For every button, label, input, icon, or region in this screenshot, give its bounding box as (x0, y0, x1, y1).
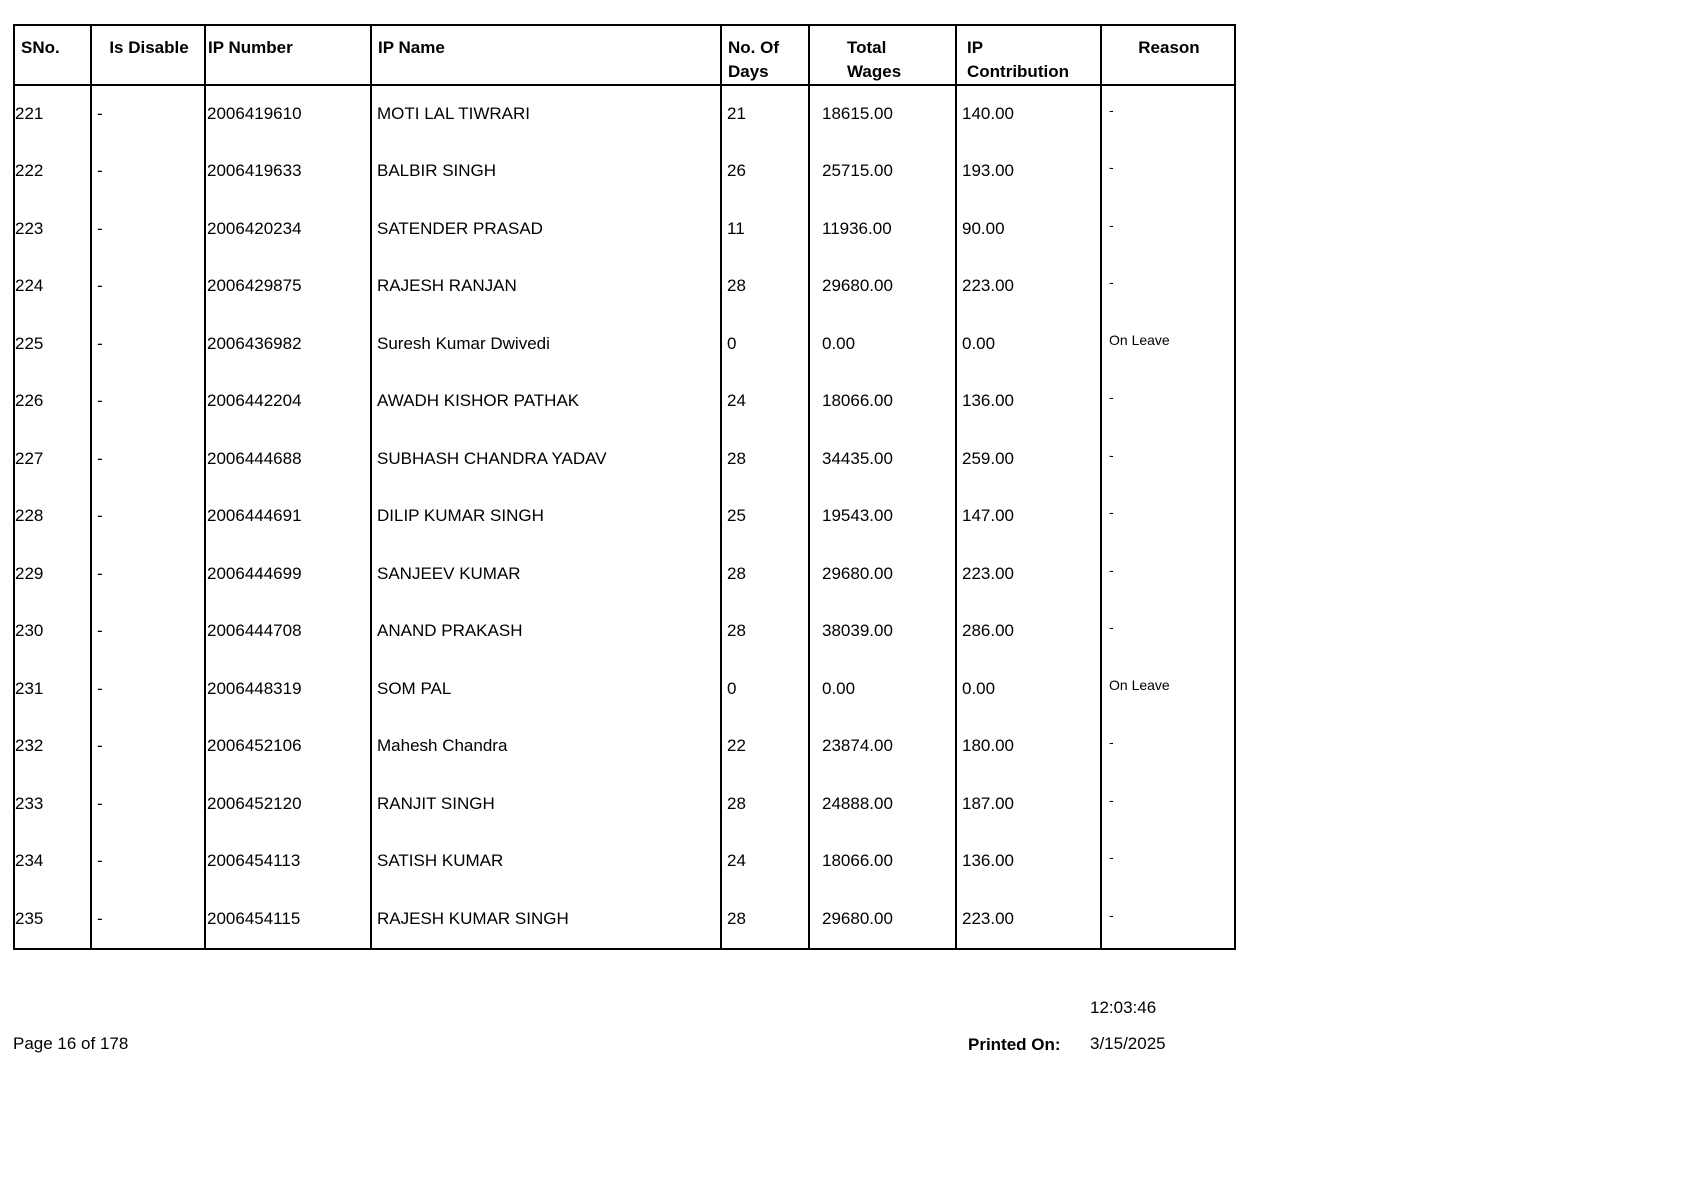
cell-ip-name (371, 430, 721, 488)
cell-ip-name (371, 890, 721, 949)
table-row (14, 373, 1235, 431)
cell-is-disable-text: - (97, 333, 103, 353)
cell-ip-number-text: 2006444688 (207, 448, 302, 468)
cell-ip-contribution-text: 136.00 (962, 851, 1014, 871)
cell-ip-number (205, 315, 371, 373)
cell-ip-number-text: 2006429875 (207, 276, 302, 296)
cell-total-wages-text: 0.00 (822, 678, 856, 698)
cell-days (721, 315, 809, 373)
cell-sno-text: 234 (15, 851, 44, 871)
cell-ip-number-text: 2006419633 (207, 161, 302, 181)
cell-ip-name-text: Mahesh Chandra (377, 736, 508, 756)
cell-days-text: 11 (727, 218, 745, 238)
cell-days (721, 718, 809, 776)
header-sno-label: SNo. (21, 38, 60, 57)
table-row (14, 660, 1235, 718)
cell-total-wages-text: 11936.00 (822, 218, 892, 238)
cell-reason-text: - (1109, 159, 1114, 176)
cell-reason-text: - (1109, 446, 1114, 463)
header-ip-name (371, 25, 721, 85)
cell-days-text: 25 (727, 506, 746, 526)
cell-ip-name-text: RAJESH KUMAR SINGH (377, 909, 569, 928)
cell-is-disable (91, 430, 205, 488)
cell-sno-text: 226 (15, 391, 44, 411)
cell-reason (1101, 890, 1235, 949)
cell-days (721, 430, 809, 488)
cell-ip-name-text: RANJIT SINGH (377, 793, 495, 813)
cell-reason-text: - (1109, 274, 1114, 291)
cell-total-wages-text: 25715.00 (822, 161, 893, 181)
cell-sno (14, 373, 91, 431)
cell-ip-contribution (956, 890, 1101, 949)
cell-sno (14, 775, 91, 833)
header-sno (14, 25, 91, 85)
cell-days-text: 28 (727, 276, 746, 296)
cell-reason (1101, 258, 1235, 316)
cell-sno (14, 200, 91, 258)
cell-is-disable-text: - (97, 563, 103, 583)
header-contrib-line2: Contribution (967, 62, 1069, 81)
cell-ip-name-text: SUBHASH CHANDRA YADAV (377, 448, 607, 468)
cell-ip-name-text: SATENDER PRASAD (377, 218, 543, 238)
cell-days-text: 28 (727, 448, 746, 468)
cell-is-disable-text: - (97, 218, 103, 238)
cell-is-disable-text: - (97, 161, 103, 181)
cell-ip-contribution-text: 0.00 (962, 333, 996, 353)
table-row (14, 85, 1235, 143)
cell-is-disable (91, 833, 205, 891)
cell-reason (1101, 545, 1235, 603)
cell-ip-name-text: Suresh Kumar Dwivedi (377, 333, 550, 353)
cell-sno-text: 232 (15, 736, 44, 756)
cell-ip-name (371, 200, 721, 258)
cell-sno-text: 231 (15, 678, 44, 698)
cell-ip-name (371, 660, 721, 718)
header-reason-label: Reason (1138, 38, 1200, 57)
cell-total-wages (809, 890, 956, 949)
cell-ip-number-text: 2006444708 (207, 621, 302, 641)
cell-ip-name-text: AWADH KISHOR PATHAK (377, 391, 580, 411)
table-row (14, 775, 1235, 833)
header-days (721, 25, 809, 85)
cell-sno (14, 545, 91, 603)
cell-reason-text: - (1109, 734, 1114, 751)
cell-sno (14, 85, 91, 143)
cell-reason-text: - (1109, 849, 1114, 866)
cell-ip-contribution (956, 200, 1101, 258)
cell-reason (1101, 488, 1235, 546)
cell-ip-number (205, 430, 371, 488)
cell-sno (14, 718, 91, 776)
cell-is-disable-text: - (97, 793, 103, 813)
cell-ip-name-text: SOM PAL (377, 678, 452, 698)
cell-days (721, 890, 809, 949)
header-total-wages (809, 25, 956, 85)
cell-ip-contribution-text: 0.00 (962, 678, 996, 698)
cell-sno (14, 890, 91, 949)
cell-ip-number (205, 890, 371, 949)
cell-is-disable (91, 718, 205, 776)
header-ip-number (205, 25, 371, 85)
cell-sno-text: 223 (15, 218, 44, 238)
cell-reason (1101, 603, 1235, 661)
cell-reason-text: - (1109, 907, 1114, 923)
cell-ip-number-text: 2006419610 (207, 104, 302, 124)
cell-sno-text: 230 (15, 621, 44, 641)
cell-ip-number (205, 373, 371, 431)
cell-total-wages-text: 29680.00 (822, 563, 893, 583)
cell-reason (1101, 718, 1235, 776)
cell-ip-name-text: ANAND PRAKASH (377, 621, 523, 641)
page-number: Page 16 of 178 (13, 1034, 129, 1053)
cell-sno-text: 227 (15, 448, 44, 468)
cell-total-wages-text: 38039.00 (822, 621, 893, 641)
cell-total-wages-text: 23874.00 (822, 736, 893, 756)
cell-ip-number-text: 2006444699 (207, 563, 302, 583)
cell-days-text: 28 (727, 563, 746, 583)
table-row (14, 315, 1235, 373)
cell-ip-contribution (956, 430, 1101, 488)
cell-sno-text: 229 (15, 563, 44, 583)
cell-ip-contribution-text: 147.00 (962, 506, 1014, 526)
cell-ip-contribution (956, 603, 1101, 661)
cell-is-disable (91, 775, 205, 833)
cell-ip-name (371, 775, 721, 833)
header-wages-line1: Total (847, 38, 887, 57)
cell-ip-contribution-text: 180.00 (962, 736, 1014, 756)
cell-days-text: 21 (727, 104, 746, 124)
table-row (14, 833, 1235, 891)
header-is-disable-label: Is Disable (109, 38, 189, 57)
cell-days-text: 28 (727, 909, 746, 928)
cell-is-disable-text: - (97, 448, 103, 468)
cell-days-text: 22 (727, 736, 746, 756)
cell-ip-number (205, 258, 371, 316)
cell-sno (14, 833, 91, 891)
header-contrib-line1: IP (967, 38, 984, 57)
cell-total-wages (809, 258, 956, 316)
cell-days (721, 603, 809, 661)
cell-ip-name (371, 545, 721, 603)
print-time: 12:03:46 (1090, 998, 1157, 1017)
cell-ip-contribution (956, 258, 1101, 316)
cell-ip-number-text: 2006448319 (207, 678, 302, 698)
cell-days (721, 258, 809, 316)
cell-reason-text: - (1109, 216, 1114, 233)
cell-total-wages-text: 0.00 (822, 333, 856, 353)
cell-is-disable-text: - (97, 909, 103, 928)
cell-sno (14, 143, 91, 201)
cell-total-wages (809, 833, 956, 891)
cell-reason-text: - (1109, 619, 1114, 636)
cell-reason-text: On Leave (1109, 676, 1170, 693)
cell-ip-name-text: MOTI LAL TIWRARI (377, 104, 531, 124)
cell-ip-number-text: 2006420234 (207, 218, 302, 238)
table-body (14, 85, 1235, 949)
cell-ip-name (371, 488, 721, 546)
cell-ip-name (371, 258, 721, 316)
header-ip-number-label: IP Number (208, 38, 293, 57)
cell-ip-contribution (956, 775, 1101, 833)
cell-sno (14, 603, 91, 661)
cell-is-disable-text: - (97, 851, 103, 871)
cell-total-wages (809, 430, 956, 488)
header-reason (1101, 25, 1235, 85)
cell-reason (1101, 315, 1235, 373)
cell-sno-text: 222 (15, 161, 44, 181)
cell-ip-number-text: 2006454115 (207, 909, 301, 928)
cell-ip-name (371, 603, 721, 661)
cell-ip-contribution-text: 259.00 (962, 448, 1014, 468)
cell-ip-number (205, 143, 371, 201)
cell-is-disable (91, 890, 205, 949)
cell-days (721, 200, 809, 258)
cell-total-wages (809, 545, 956, 603)
cell-reason (1101, 200, 1235, 258)
cell-total-wages (809, 315, 956, 373)
cell-total-wages-text: 34435.00 (822, 448, 893, 468)
cell-reason-text: - (1109, 504, 1114, 521)
cell-days (721, 833, 809, 891)
cell-total-wages-text: 18615.00 (822, 104, 893, 124)
cell-ip-name (371, 143, 721, 201)
cell-days (721, 775, 809, 833)
cell-is-disable (91, 660, 205, 718)
cell-ip-number-text: 2006452120 (207, 793, 302, 813)
cell-ip-name-text: DILIP KUMAR SINGH (377, 506, 544, 526)
cell-days-text: 28 (727, 621, 746, 641)
cell-ip-number-text: 2006454113 (207, 851, 301, 871)
cell-is-disable (91, 315, 205, 373)
cell-sno (14, 660, 91, 718)
cell-ip-name-text: RAJESH RANJAN (377, 276, 517, 296)
table-row (14, 545, 1235, 603)
cell-ip-contribution (956, 833, 1101, 891)
cell-ip-contribution (956, 315, 1101, 373)
cell-is-disable (91, 488, 205, 546)
cell-ip-contribution (956, 143, 1101, 201)
table-row (14, 603, 1235, 661)
cell-sno-text: 228 (15, 506, 44, 526)
cell-ip-contribution (956, 660, 1101, 718)
cell-ip-name-text: BALBIR SINGH (377, 161, 497, 181)
cell-total-wages (809, 603, 956, 661)
cell-reason (1101, 373, 1235, 431)
cell-ip-contribution (956, 545, 1101, 603)
cell-ip-number (205, 603, 371, 661)
cell-sno-text: 221 (15, 104, 44, 124)
cell-ip-number-text: 2006442204 (207, 391, 302, 411)
cell-days-text: 28 (727, 793, 746, 813)
header-is-disable (91, 25, 205, 85)
cell-days-text: 24 (727, 391, 746, 411)
cell-reason (1101, 430, 1235, 488)
cell-days-text: 0 (727, 678, 737, 698)
cell-total-wages-text: 18066.00 (822, 851, 893, 871)
cell-is-disable (91, 258, 205, 316)
cell-total-wages (809, 143, 956, 201)
cell-ip-number (205, 545, 371, 603)
table-row (14, 143, 1235, 201)
cell-ip-name-text: SANJEEV KUMAR (377, 563, 521, 583)
cell-is-disable (91, 603, 205, 661)
cell-ip-number-text: 2006436982 (207, 333, 302, 353)
cell-sno (14, 488, 91, 546)
cell-days-text: 26 (727, 161, 746, 181)
cell-is-disable (91, 85, 205, 143)
header-days-line2: Days (728, 62, 769, 81)
cell-total-wages-text: 24888.00 (822, 793, 893, 813)
cell-reason (1101, 660, 1235, 718)
cell-total-wages (809, 373, 956, 431)
cell-days (721, 143, 809, 201)
cell-total-wages (809, 718, 956, 776)
cell-ip-name (371, 315, 721, 373)
cell-sno (14, 258, 91, 316)
cell-ip-number-text: 2006452106 (207, 736, 302, 756)
cell-ip-contribution-text: 187.00 (962, 793, 1014, 813)
cell-total-wages-text: 19543.00 (822, 506, 893, 526)
cell-ip-contribution (956, 718, 1101, 776)
header-days-line1: No. Of (728, 38, 779, 57)
cell-reason (1101, 143, 1235, 201)
cell-ip-contribution-text: 286.00 (962, 621, 1014, 641)
header-wages-line2: Wages (847, 62, 902, 81)
cell-ip-number (205, 200, 371, 258)
cell-days-text: 24 (727, 851, 746, 871)
cell-reason (1101, 85, 1235, 143)
cell-sno (14, 430, 91, 488)
cell-is-disable-text: - (97, 276, 103, 296)
table-row (14, 430, 1235, 488)
header-ip-contribution (956, 25, 1101, 85)
cell-ip-contribution-text: 136.00 (962, 391, 1014, 411)
cell-days (721, 660, 809, 718)
cell-is-disable-text: - (97, 678, 103, 698)
cell-ip-name (371, 373, 721, 431)
cell-ip-contribution (956, 85, 1101, 143)
cell-is-disable-text: - (97, 621, 103, 641)
cell-ip-contribution-text: 223.00 (962, 276, 1014, 296)
cell-ip-number (205, 833, 371, 891)
cell-total-wages (809, 85, 956, 143)
table-row (14, 258, 1235, 316)
cell-days (721, 85, 809, 143)
cell-is-disable-text: - (97, 736, 103, 756)
table-row (14, 200, 1235, 258)
cell-total-wages (809, 775, 956, 833)
cell-total-wages-text: 29680.00 (822, 276, 893, 296)
cell-is-disable-text: - (97, 391, 103, 411)
cell-reason-text: On Leave (1109, 331, 1170, 348)
cell-ip-name (371, 85, 721, 143)
print-date: 3/15/2025 (1090, 1034, 1166, 1053)
cell-ip-number (205, 660, 371, 718)
cell-days (721, 488, 809, 546)
cell-is-disable (91, 545, 205, 603)
cell-days-text: 0 (727, 333, 737, 353)
cell-total-wages (809, 660, 956, 718)
cell-sno-text: 235 (15, 909, 44, 928)
cell-total-wages (809, 488, 956, 546)
cell-ip-name-text: SATISH KUMAR (377, 851, 504, 871)
cell-reason-text: - (1109, 102, 1114, 119)
cell-total-wages-text: 18066.00 (822, 391, 893, 411)
cell-is-disable (91, 143, 205, 201)
cell-sno-text: 224 (15, 276, 44, 296)
cell-ip-contribution-text: 140.00 (962, 104, 1014, 124)
printed-on-label: Printed On: (968, 1035, 1061, 1054)
cell-ip-number (205, 775, 371, 833)
cell-sno (14, 315, 91, 373)
cell-ip-number (205, 718, 371, 776)
cell-days (721, 545, 809, 603)
cell-ip-contribution-text: 223.00 (962, 563, 1014, 583)
cell-ip-contribution (956, 488, 1101, 546)
header-ip-name-label: IP Name (378, 38, 445, 57)
cell-ip-number-text: 2006444691 (207, 506, 302, 526)
cell-total-wages-text: 29680.00 (822, 909, 893, 928)
cell-ip-contribution-text: 223.00 (962, 909, 1014, 928)
table-row (14, 718, 1235, 776)
cell-is-disable-text: - (97, 104, 103, 124)
cell-reason-text: - (1109, 389, 1114, 406)
table-row (14, 488, 1235, 546)
cell-is-disable-text: - (97, 506, 103, 526)
cell-days (721, 373, 809, 431)
cell-total-wages (809, 200, 956, 258)
cell-reason-text: - (1109, 561, 1114, 578)
contribution-table (13, 24, 1236, 950)
cell-is-disable (91, 373, 205, 431)
cell-ip-contribution-text: 90.00 (962, 218, 1005, 238)
cell-ip-number (205, 488, 371, 546)
cell-ip-contribution (956, 373, 1101, 431)
cell-is-disable (91, 200, 205, 258)
cell-sno-text: 225 (15, 333, 44, 353)
cell-ip-name (371, 833, 721, 891)
cell-reason (1101, 833, 1235, 891)
table-row (14, 890, 1235, 949)
cell-ip-name (371, 718, 721, 776)
cell-ip-contribution-text: 193.00 (962, 161, 1014, 181)
table-header-row (14, 25, 1235, 85)
cell-reason (1101, 775, 1235, 833)
cell-ip-number (205, 85, 371, 143)
cell-sno-text: 233 (15, 793, 44, 813)
cell-reason-text: - (1109, 791, 1114, 808)
